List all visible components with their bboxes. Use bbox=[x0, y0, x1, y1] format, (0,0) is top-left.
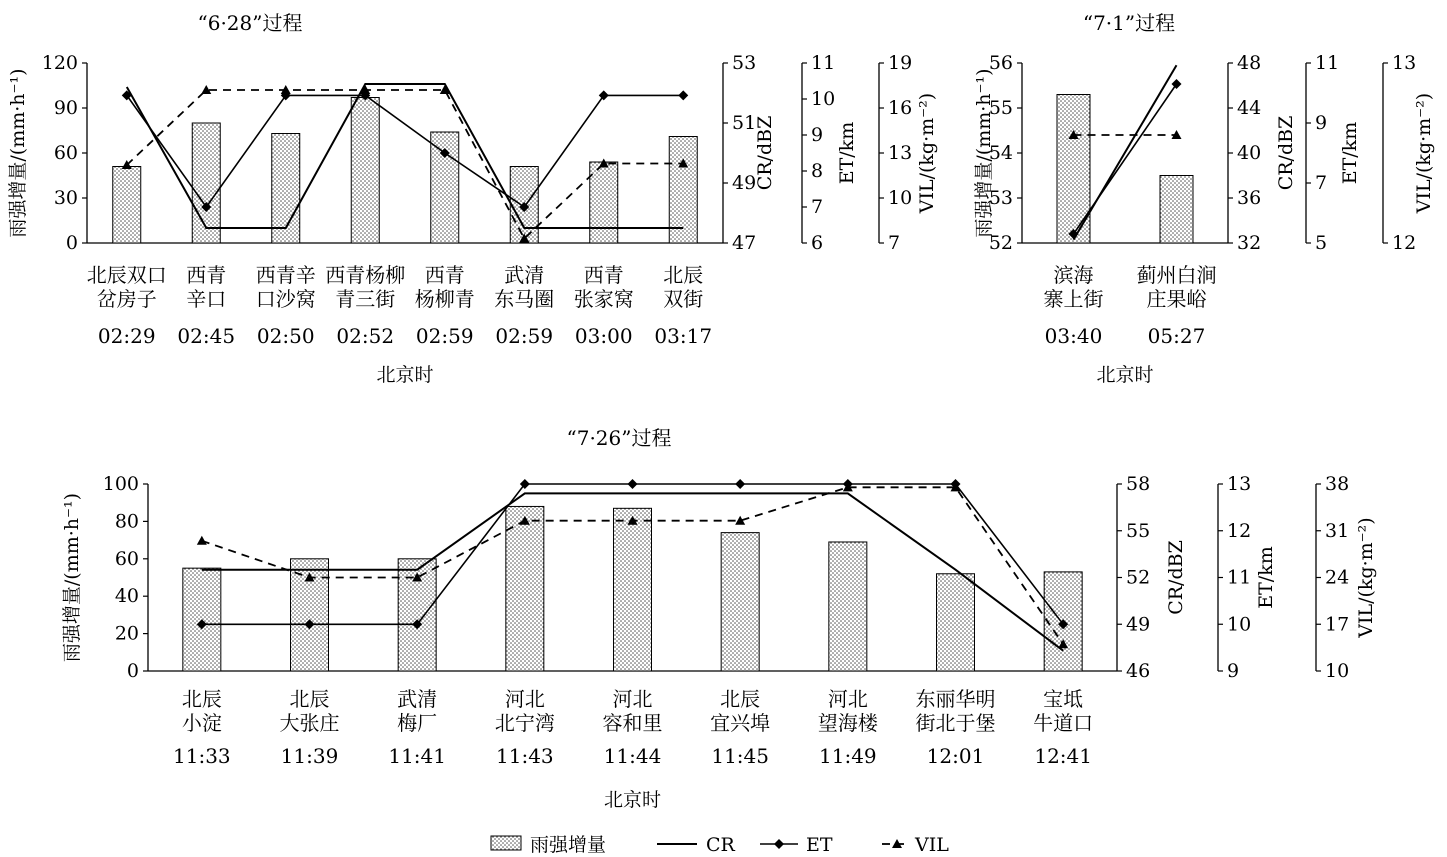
category-label-line1: 西青杨柳 bbox=[325, 263, 406, 287]
et-marker bbox=[1172, 79, 1182, 89]
right-axis-label: ET/km bbox=[836, 121, 858, 185]
category-label-line2: 寨上街 bbox=[1043, 287, 1104, 311]
category-label-line1: 河北 bbox=[504, 687, 545, 711]
category-label-line2: 东马圈 bbox=[494, 287, 555, 311]
left-axis-tick-label: 0 bbox=[126, 660, 139, 682]
right-axis-label: CR/dBZ bbox=[754, 115, 776, 191]
category-label-line2: 辛口 bbox=[186, 287, 227, 311]
category-label-line1: 武清 bbox=[504, 263, 545, 287]
legend-diamond-marker bbox=[774, 839, 784, 849]
right-axis-tick-label: 7 bbox=[1315, 172, 1328, 194]
category-label-line1: 武清 bbox=[397, 687, 438, 711]
right-axis-tick-label: 13 bbox=[1392, 52, 1417, 74]
category-label-line2: 庄果峪 bbox=[1146, 287, 1207, 311]
category-label-line2: 杨柳青 bbox=[414, 287, 475, 311]
right-axis-tick-label: 6 bbox=[811, 232, 824, 254]
category-label-line1: 西青 bbox=[583, 263, 624, 287]
right-axis-tick-label: 44 bbox=[1237, 97, 1262, 119]
right-axis-tick-label: 5 bbox=[1315, 232, 1328, 254]
category-label-line2: 岔房子 bbox=[96, 287, 157, 311]
category-label-line2: 青三街 bbox=[335, 287, 396, 311]
right-axis-tick-label: 10 bbox=[1227, 613, 1252, 636]
category-label-line2: 宜兴埠 bbox=[710, 711, 771, 735]
right-axis-tick-label: 7 bbox=[811, 196, 824, 218]
right-axis-tick-label: 46 bbox=[1126, 660, 1151, 682]
right-axis-tick-label: 11 bbox=[1227, 566, 1252, 589]
right-axis-tick-label: 7 bbox=[888, 232, 901, 254]
right-axis-label: VIL/(kg·m⁻²) bbox=[1413, 92, 1435, 214]
legend-label: ET bbox=[806, 834, 833, 856]
category-time-label: 11:45 bbox=[711, 744, 769, 768]
left-axis-tick-label: 90 bbox=[53, 97, 78, 119]
x-axis-label: 北京时 bbox=[603, 789, 662, 811]
category-label-line2: 牛道口 bbox=[1033, 711, 1094, 735]
right-axis-tick-label: 52 bbox=[1126, 566, 1151, 589]
right-axis-tick-label: 19 bbox=[888, 52, 913, 74]
right-axis-tick-label: 49 bbox=[1126, 613, 1151, 636]
left-axis-tick-label: 20 bbox=[114, 622, 139, 645]
right-axis-tick-label: 32 bbox=[1237, 232, 1262, 254]
category-label-line1: 西青 bbox=[186, 263, 227, 287]
left-axis-tick-label: 120 bbox=[41, 52, 78, 74]
legend-label: 雨强增量 bbox=[530, 834, 607, 856]
right-axis-tick-label: 10 bbox=[1325, 660, 1350, 682]
et-marker bbox=[678, 90, 688, 100]
right-axis-tick-label: 8 bbox=[811, 160, 824, 182]
left-axis-tick-label: 30 bbox=[53, 187, 78, 209]
category-time-label: 12:41 bbox=[1034, 744, 1092, 768]
category-label-line1: 东丽华明 bbox=[915, 687, 996, 711]
right-axis-tick-label: 47 bbox=[732, 232, 757, 254]
category-time-label: 11:43 bbox=[496, 744, 554, 768]
right-axis-tick-label: 9 bbox=[811, 124, 824, 146]
chart-panel-1 bbox=[7, 11, 938, 386]
legend-label: VIL bbox=[915, 834, 949, 856]
left-axis-tick-label: 60 bbox=[53, 142, 78, 164]
category-time-label: 12:01 bbox=[926, 744, 985, 768]
rain-bar bbox=[351, 98, 379, 244]
category-label-line2: 梅厂 bbox=[397, 711, 438, 735]
right-axis-label: VIL/(kg·m⁻²) bbox=[916, 92, 938, 214]
right-axis-tick-label: 48 bbox=[1237, 52, 1262, 74]
left-axis-tick-label: 0 bbox=[65, 232, 78, 254]
rain-bar bbox=[506, 506, 544, 671]
x-axis-label: 北京时 bbox=[1096, 364, 1154, 386]
category-label-line1: 河北 bbox=[827, 687, 868, 711]
left-axis-tick-label: 60 bbox=[114, 547, 139, 570]
category-time-label: 03:17 bbox=[654, 324, 713, 348]
category-label-line1: 宝坻 bbox=[1043, 687, 1084, 711]
chart-title: “6·28”过程 bbox=[197, 11, 303, 35]
right-axis-tick-label: 16 bbox=[888, 97, 913, 119]
left-axis-label: 雨强增量/(mm·h⁻¹) bbox=[973, 68, 995, 238]
legend-swatch-bar bbox=[491, 836, 521, 850]
rain-bar bbox=[192, 123, 220, 243]
category-label-line2: 小淀 bbox=[181, 711, 222, 735]
left-axis-tick-label: 53 bbox=[988, 187, 1013, 209]
chart-title: “7·26”过程 bbox=[566, 426, 672, 450]
right-axis-tick-label: 38 bbox=[1325, 473, 1350, 495]
category-label-line1: 北辰 bbox=[663, 263, 704, 287]
category-label-line1: 滨海 bbox=[1053, 263, 1094, 287]
category-label-line1: 河北 bbox=[612, 687, 653, 711]
category-label-line2: 北宁湾 bbox=[494, 711, 555, 735]
right-axis-label: ET/km bbox=[1339, 121, 1361, 185]
right-axis-tick-label: 11 bbox=[811, 52, 836, 74]
left-axis-tick-label: 54 bbox=[988, 142, 1013, 164]
rain-bar bbox=[590, 162, 618, 243]
category-time-label: 03:40 bbox=[1044, 324, 1103, 348]
category-time-label: 02:29 bbox=[97, 324, 156, 348]
category-time-label: 11:39 bbox=[280, 744, 339, 768]
category-time-label: 11:33 bbox=[173, 744, 231, 768]
category-label-line2: 大张庄 bbox=[279, 711, 340, 735]
category-time-label: 11:41 bbox=[388, 744, 446, 768]
category-label-line1: 北辰双口 bbox=[86, 263, 167, 287]
category-time-label: 02:59 bbox=[495, 324, 554, 348]
right-axis-label: CR/dBZ bbox=[1275, 115, 1297, 191]
category-label-line1: 西青 bbox=[424, 263, 465, 287]
right-axis-tick-label: 40 bbox=[1237, 142, 1262, 164]
left-axis-tick-label: 56 bbox=[988, 52, 1013, 74]
category-label-line1: 北辰 bbox=[720, 687, 761, 711]
chart-panel-2 bbox=[973, 11, 1435, 386]
right-axis-tick-label: 12 bbox=[1227, 519, 1252, 542]
category-label-line1: 西青辛 bbox=[255, 263, 316, 287]
right-axis-label: ET/km bbox=[1255, 546, 1277, 609]
right-axis-tick-label: 17 bbox=[1325, 613, 1350, 636]
legend bbox=[491, 834, 949, 856]
category-label-line2: 望海楼 bbox=[817, 711, 878, 735]
right-axis-tick-label: 49 bbox=[732, 172, 757, 194]
category-time-label: 02:45 bbox=[177, 324, 236, 348]
right-axis-tick-label: 9 bbox=[1227, 660, 1240, 682]
right-axis-tick-label: 10 bbox=[811, 88, 836, 110]
category-time-label: 02:50 bbox=[256, 324, 315, 348]
vil-marker bbox=[197, 536, 207, 545]
left-axis-label: 雨强增量/(mm·h⁻¹) bbox=[61, 492, 83, 663]
rain-bar bbox=[937, 574, 975, 671]
right-axis-label: VIL/(kg·m⁻²) bbox=[1355, 517, 1377, 638]
left-axis-tick-label: 40 bbox=[114, 585, 139, 608]
chart-panel-3 bbox=[61, 426, 1377, 811]
right-axis-tick-label: 11 bbox=[1315, 52, 1340, 74]
right-axis-tick-label: 55 bbox=[1126, 519, 1151, 542]
right-axis-tick-label: 53 bbox=[732, 52, 757, 74]
rain-bar bbox=[721, 533, 759, 671]
category-time-label: 02:59 bbox=[415, 324, 474, 348]
right-axis-tick-label: 24 bbox=[1325, 566, 1350, 589]
x-axis-label: 北京时 bbox=[376, 364, 434, 386]
right-axis-tick-label: 9 bbox=[1315, 112, 1328, 134]
category-label-line2: 容和里 bbox=[602, 711, 663, 735]
rain-bar bbox=[1160, 176, 1193, 244]
et-marker bbox=[735, 479, 745, 489]
category-time-label: 11:49 bbox=[819, 744, 877, 768]
category-time-label: 03:00 bbox=[574, 324, 633, 348]
left-axis-tick-label: 100 bbox=[102, 473, 139, 495]
right-axis-tick-label: 13 bbox=[888, 142, 913, 164]
chart-title: “7·1”过程 bbox=[1082, 11, 1176, 35]
right-axis-tick-label: 58 bbox=[1126, 473, 1151, 495]
category-label-line2: 口沙窝 bbox=[255, 287, 316, 311]
category-time-label: 11:44 bbox=[603, 744, 662, 768]
category-time-label: 05:27 bbox=[1147, 324, 1206, 348]
right-axis-tick-label: 12 bbox=[1392, 232, 1417, 254]
et-marker bbox=[599, 90, 609, 100]
legend-label: CR bbox=[706, 834, 735, 856]
left-axis-tick-label: 52 bbox=[988, 232, 1013, 254]
category-label-line2: 街北于堡 bbox=[915, 711, 996, 735]
left-axis-tick-label: 80 bbox=[114, 510, 139, 533]
et-marker bbox=[628, 479, 638, 489]
rain-bar bbox=[829, 542, 867, 671]
rain-bar bbox=[113, 167, 141, 244]
right-axis-tick-label: 10 bbox=[888, 187, 913, 209]
category-label-line2: 双街 bbox=[663, 287, 704, 311]
rain-bar bbox=[614, 508, 652, 671]
right-axis-tick-label: 13 bbox=[1227, 473, 1252, 495]
category-label-line1: 蓟州白涧 bbox=[1136, 263, 1217, 287]
left-axis-tick-label: 55 bbox=[988, 97, 1013, 119]
category-label-line2: 张家窝 bbox=[573, 287, 634, 311]
category-time-label: 02:52 bbox=[336, 324, 395, 348]
category-label-line1: 北辰 bbox=[181, 687, 222, 711]
right-axis-tick-label: 31 bbox=[1325, 519, 1350, 542]
right-axis-tick-label: 36 bbox=[1237, 187, 1262, 209]
category-label-line1: 北辰 bbox=[289, 687, 330, 711]
right-axis-tick-label: 51 bbox=[732, 112, 757, 134]
right-axis-label: CR/dBZ bbox=[1165, 540, 1187, 615]
left-axis-label: 雨强增量/(mm·h⁻¹) bbox=[7, 68, 29, 238]
